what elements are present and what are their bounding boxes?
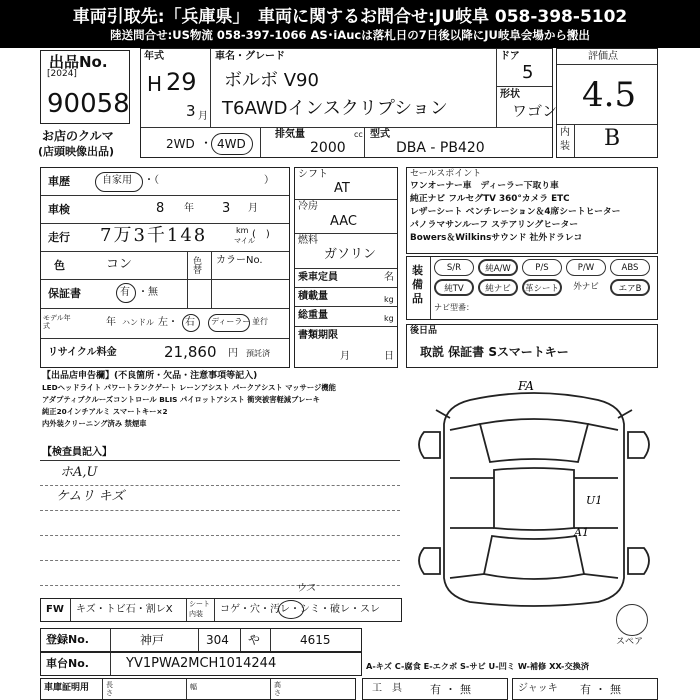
sales-point-line: Bowers＆Wilkinsサウンド 社外ドラレコ bbox=[410, 233, 583, 243]
interior-label-1: 内 bbox=[560, 127, 570, 138]
notes-line: アダプティブクルーズコントロール BLIS パイロットアシスト 衝突被害軽減ブレーキ bbox=[42, 395, 320, 404]
notes-line: LEDヘッドライト パワートランクゲート レーンアシスト パークアシスト マッサージ機能 bbox=[42, 383, 336, 392]
dealer-label: ディーラー bbox=[211, 317, 251, 326]
parallel-label: 並行 bbox=[252, 317, 268, 326]
garage-cert-label: 車庫証明用 bbox=[44, 683, 90, 693]
vehicle-name: ボルボ V90 bbox=[224, 70, 319, 91]
sales-point-line: ワンオーナー車 ディーラー下取り車 bbox=[410, 181, 559, 191]
registration-label: 登録No. bbox=[46, 633, 89, 646]
mileage-value: 7万3千148 bbox=[100, 225, 208, 246]
gross-unit: kg bbox=[384, 314, 394, 323]
score-label: 評価点 bbox=[588, 51, 618, 62]
year-label: 年式 bbox=[144, 51, 164, 62]
shift-label: シフト bbox=[298, 169, 328, 180]
history-value: 自家用 bbox=[102, 175, 132, 186]
mileage-mile: マイル bbox=[234, 237, 255, 245]
chassis-value: YV1PWA2MCH1014244 bbox=[126, 656, 277, 671]
month-unit: 月 bbox=[198, 111, 208, 122]
notes-label: 【出品店申告欄】(不良箇所・欠品・注意事項等記入) bbox=[42, 371, 258, 381]
inspector-line-1: ホA,U bbox=[60, 465, 98, 480]
interior-value: B bbox=[604, 126, 621, 151]
model-year-label: モデル年式 bbox=[43, 314, 71, 330]
doc-label: 書類期限 bbox=[298, 330, 338, 341]
seat-mark-us: ウス bbox=[296, 583, 316, 594]
name-label: 車名・グレード bbox=[215, 51, 285, 62]
year-value: 29 bbox=[166, 68, 197, 96]
sales-points-label: セールスポイント bbox=[410, 169, 482, 179]
recycle-note: 預託済 bbox=[246, 349, 270, 358]
equip-power-steering: P/S bbox=[522, 259, 562, 276]
doc-day: 日 bbox=[384, 351, 394, 362]
after-items-value: 取説 保証書 Sスマートキー bbox=[420, 345, 569, 359]
doc-month: 月 bbox=[340, 351, 350, 362]
header-line-1: 車両引取先:「兵庫県」 車両に関するお問合せ:JU岐阜 058-398-5102 bbox=[72, 7, 628, 27]
fw-label: FW bbox=[46, 604, 64, 615]
capacity-label: 乗車定員 bbox=[298, 272, 338, 283]
diagram-mark-u1: U1 bbox=[586, 494, 603, 507]
ac-value: AAC bbox=[330, 214, 357, 229]
interior-label-2: 装 bbox=[560, 141, 570, 152]
sales-point-line: パノラマサンルーフ ステアリングヒーター bbox=[410, 220, 579, 230]
garage-cert-height: 高さ bbox=[274, 681, 281, 697]
warranty-label: 保証書 bbox=[48, 287, 81, 300]
equip-leather-seats: 革シート bbox=[522, 279, 562, 296]
ac-label: 冷房 bbox=[298, 201, 318, 212]
registration-kana: や bbox=[248, 633, 261, 647]
doors-label: ドア bbox=[500, 51, 520, 62]
model-value: DBA - PB420 bbox=[396, 140, 485, 156]
equip-power-windows: P/W bbox=[566, 259, 606, 276]
inspection-year: 8 bbox=[156, 201, 165, 216]
history-close: ） bbox=[264, 175, 274, 186]
chassis-label: 車台No. bbox=[46, 657, 89, 670]
spare-tire-icon bbox=[616, 604, 648, 636]
load-unit: kg bbox=[384, 295, 394, 304]
warranty-yes: 有 bbox=[120, 287, 130, 298]
color-label: 色 bbox=[54, 259, 65, 272]
gross-label: 総重量 bbox=[298, 310, 328, 321]
damage-legend: A-キズ C-腐食 E-エクボ S-サビ U-凹ミ W-補修 XX-交換済 bbox=[366, 661, 590, 671]
tools-value: 有・無 bbox=[430, 683, 475, 696]
registration-class: 304 bbox=[206, 633, 229, 647]
color-no-label: カラーNo. bbox=[216, 255, 263, 266]
equip-sunroof: S/R bbox=[434, 259, 474, 276]
score-value: 4.5 bbox=[582, 75, 637, 115]
color-value: コン bbox=[106, 257, 133, 272]
sales-point-line: レザーシート ベンチレーション＆4席シートヒーター bbox=[410, 207, 621, 217]
equip-navi: 純ナビ bbox=[478, 279, 518, 296]
model-year-unit: 年 bbox=[106, 317, 116, 328]
inspector-label: 【検査員記入】 bbox=[42, 447, 112, 458]
spare-label: スペア bbox=[616, 637, 644, 647]
navi-model-label: ナビ型番： bbox=[434, 303, 474, 312]
drive-2wd: 2WD bbox=[166, 137, 195, 151]
history-dot: ・（ bbox=[144, 175, 159, 186]
jack-value: 有・無 bbox=[580, 683, 625, 696]
handle-label: ハンドル bbox=[122, 318, 154, 327]
tools-label: 工具 bbox=[372, 683, 412, 694]
equip-airbag: エアB bbox=[610, 279, 650, 296]
registration-number: 4615 bbox=[300, 633, 331, 647]
registration-region: 神戸 bbox=[140, 633, 165, 647]
drive-4wd: 4WD bbox=[217, 137, 246, 151]
seat-stain-circle bbox=[278, 600, 304, 619]
sales-point-line: 純正ナビ フルセグTV 360°カメラ ETC bbox=[410, 194, 570, 204]
lot-number-box bbox=[40, 50, 130, 124]
shift-value: AT bbox=[334, 181, 350, 196]
seat-label-2: 内装 bbox=[189, 610, 203, 618]
displacement-unit: cc bbox=[354, 130, 363, 139]
recycle-unit: 円 bbox=[228, 348, 238, 359]
handle-right: 右 bbox=[185, 317, 195, 328]
notes-line: 純正20インチアルミ スマートキー×2 bbox=[42, 407, 168, 416]
inspection-year-unit: 年 bbox=[184, 203, 194, 214]
garage-cert-width: 幅 bbox=[190, 683, 197, 691]
diagram-mark-fa: FA bbox=[518, 379, 534, 393]
equip-abs: ABS bbox=[610, 259, 650, 276]
header-bar bbox=[0, 0, 700, 48]
inspection-month: 3 bbox=[222, 201, 231, 216]
fw-text: キズ・トビ石・割レX bbox=[76, 604, 173, 615]
month-value: 3 bbox=[186, 102, 196, 120]
mileage-label: 走行 bbox=[48, 231, 70, 244]
inspection-month-unit: 月 bbox=[248, 203, 258, 214]
jack-label: ジャッキ bbox=[518, 683, 558, 694]
load-label: 積載量 bbox=[298, 291, 328, 302]
warranty-no: ・無 bbox=[138, 287, 158, 298]
displacement-label: 排気量 bbox=[275, 129, 305, 140]
shape-value: ワゴン bbox=[512, 102, 558, 120]
equip-tv: 純TV bbox=[434, 279, 474, 296]
capacity-unit: 名 bbox=[384, 272, 394, 283]
car-damage-diagram bbox=[410, 378, 658, 610]
mileage-km: km bbox=[236, 226, 249, 235]
diagram-mark-a1: A1 bbox=[574, 526, 589, 539]
handle-left: 左・ bbox=[158, 317, 178, 328]
seat-label-1: シート bbox=[189, 600, 210, 608]
garage-cert-length: 長さ bbox=[106, 681, 113, 697]
fuel-value: ガソリン bbox=[324, 247, 377, 262]
shop-label: お店のクルマ bbox=[42, 129, 114, 143]
inspector-line-2: ケムリ キズ bbox=[56, 489, 125, 504]
equip-alloy-wheels: 純A/W bbox=[478, 259, 518, 276]
vehicle-grade: T6AWDインスクリプション bbox=[222, 98, 448, 119]
lot-label: 出品No. bbox=[49, 53, 108, 71]
fuel-label: 燃料 bbox=[298, 235, 318, 246]
recycle-value: 21,860 bbox=[164, 343, 217, 361]
notes-line: 内外装クリーニング済み 禁煙車 bbox=[42, 419, 147, 428]
equip-aftermarket-navi: 外ナビ bbox=[573, 282, 599, 292]
history-label: 車歴 bbox=[48, 175, 70, 188]
recycle-label: リサイクル料金 bbox=[48, 347, 117, 358]
displacement-value: 2000 bbox=[310, 140, 346, 156]
color-change-label: 色替 bbox=[191, 256, 201, 274]
equipment-label: 装備品 bbox=[412, 264, 423, 305]
shop-sub-label: (店頭映像出品) bbox=[38, 145, 115, 158]
header-line-2: 陸送問合せ:US物流 058-397-1066 AS･iAucは落札日の7日後以降にJU岐阜会場から搬出 bbox=[110, 28, 590, 42]
after-items-label: 後日品 bbox=[410, 326, 438, 336]
year-era: H bbox=[147, 72, 163, 96]
seat-text: コゲ・穴・汚レ・シミ・破レ・スレ bbox=[220, 604, 380, 615]
inspection-label: 車検 bbox=[48, 203, 70, 216]
model-label: 型式 bbox=[370, 129, 390, 140]
lot-number: 90058 bbox=[47, 89, 130, 119]
lot-year-tag: [2024] bbox=[47, 69, 77, 79]
shape-label: 形状 bbox=[500, 89, 520, 100]
doors-value: 5 bbox=[522, 62, 534, 83]
